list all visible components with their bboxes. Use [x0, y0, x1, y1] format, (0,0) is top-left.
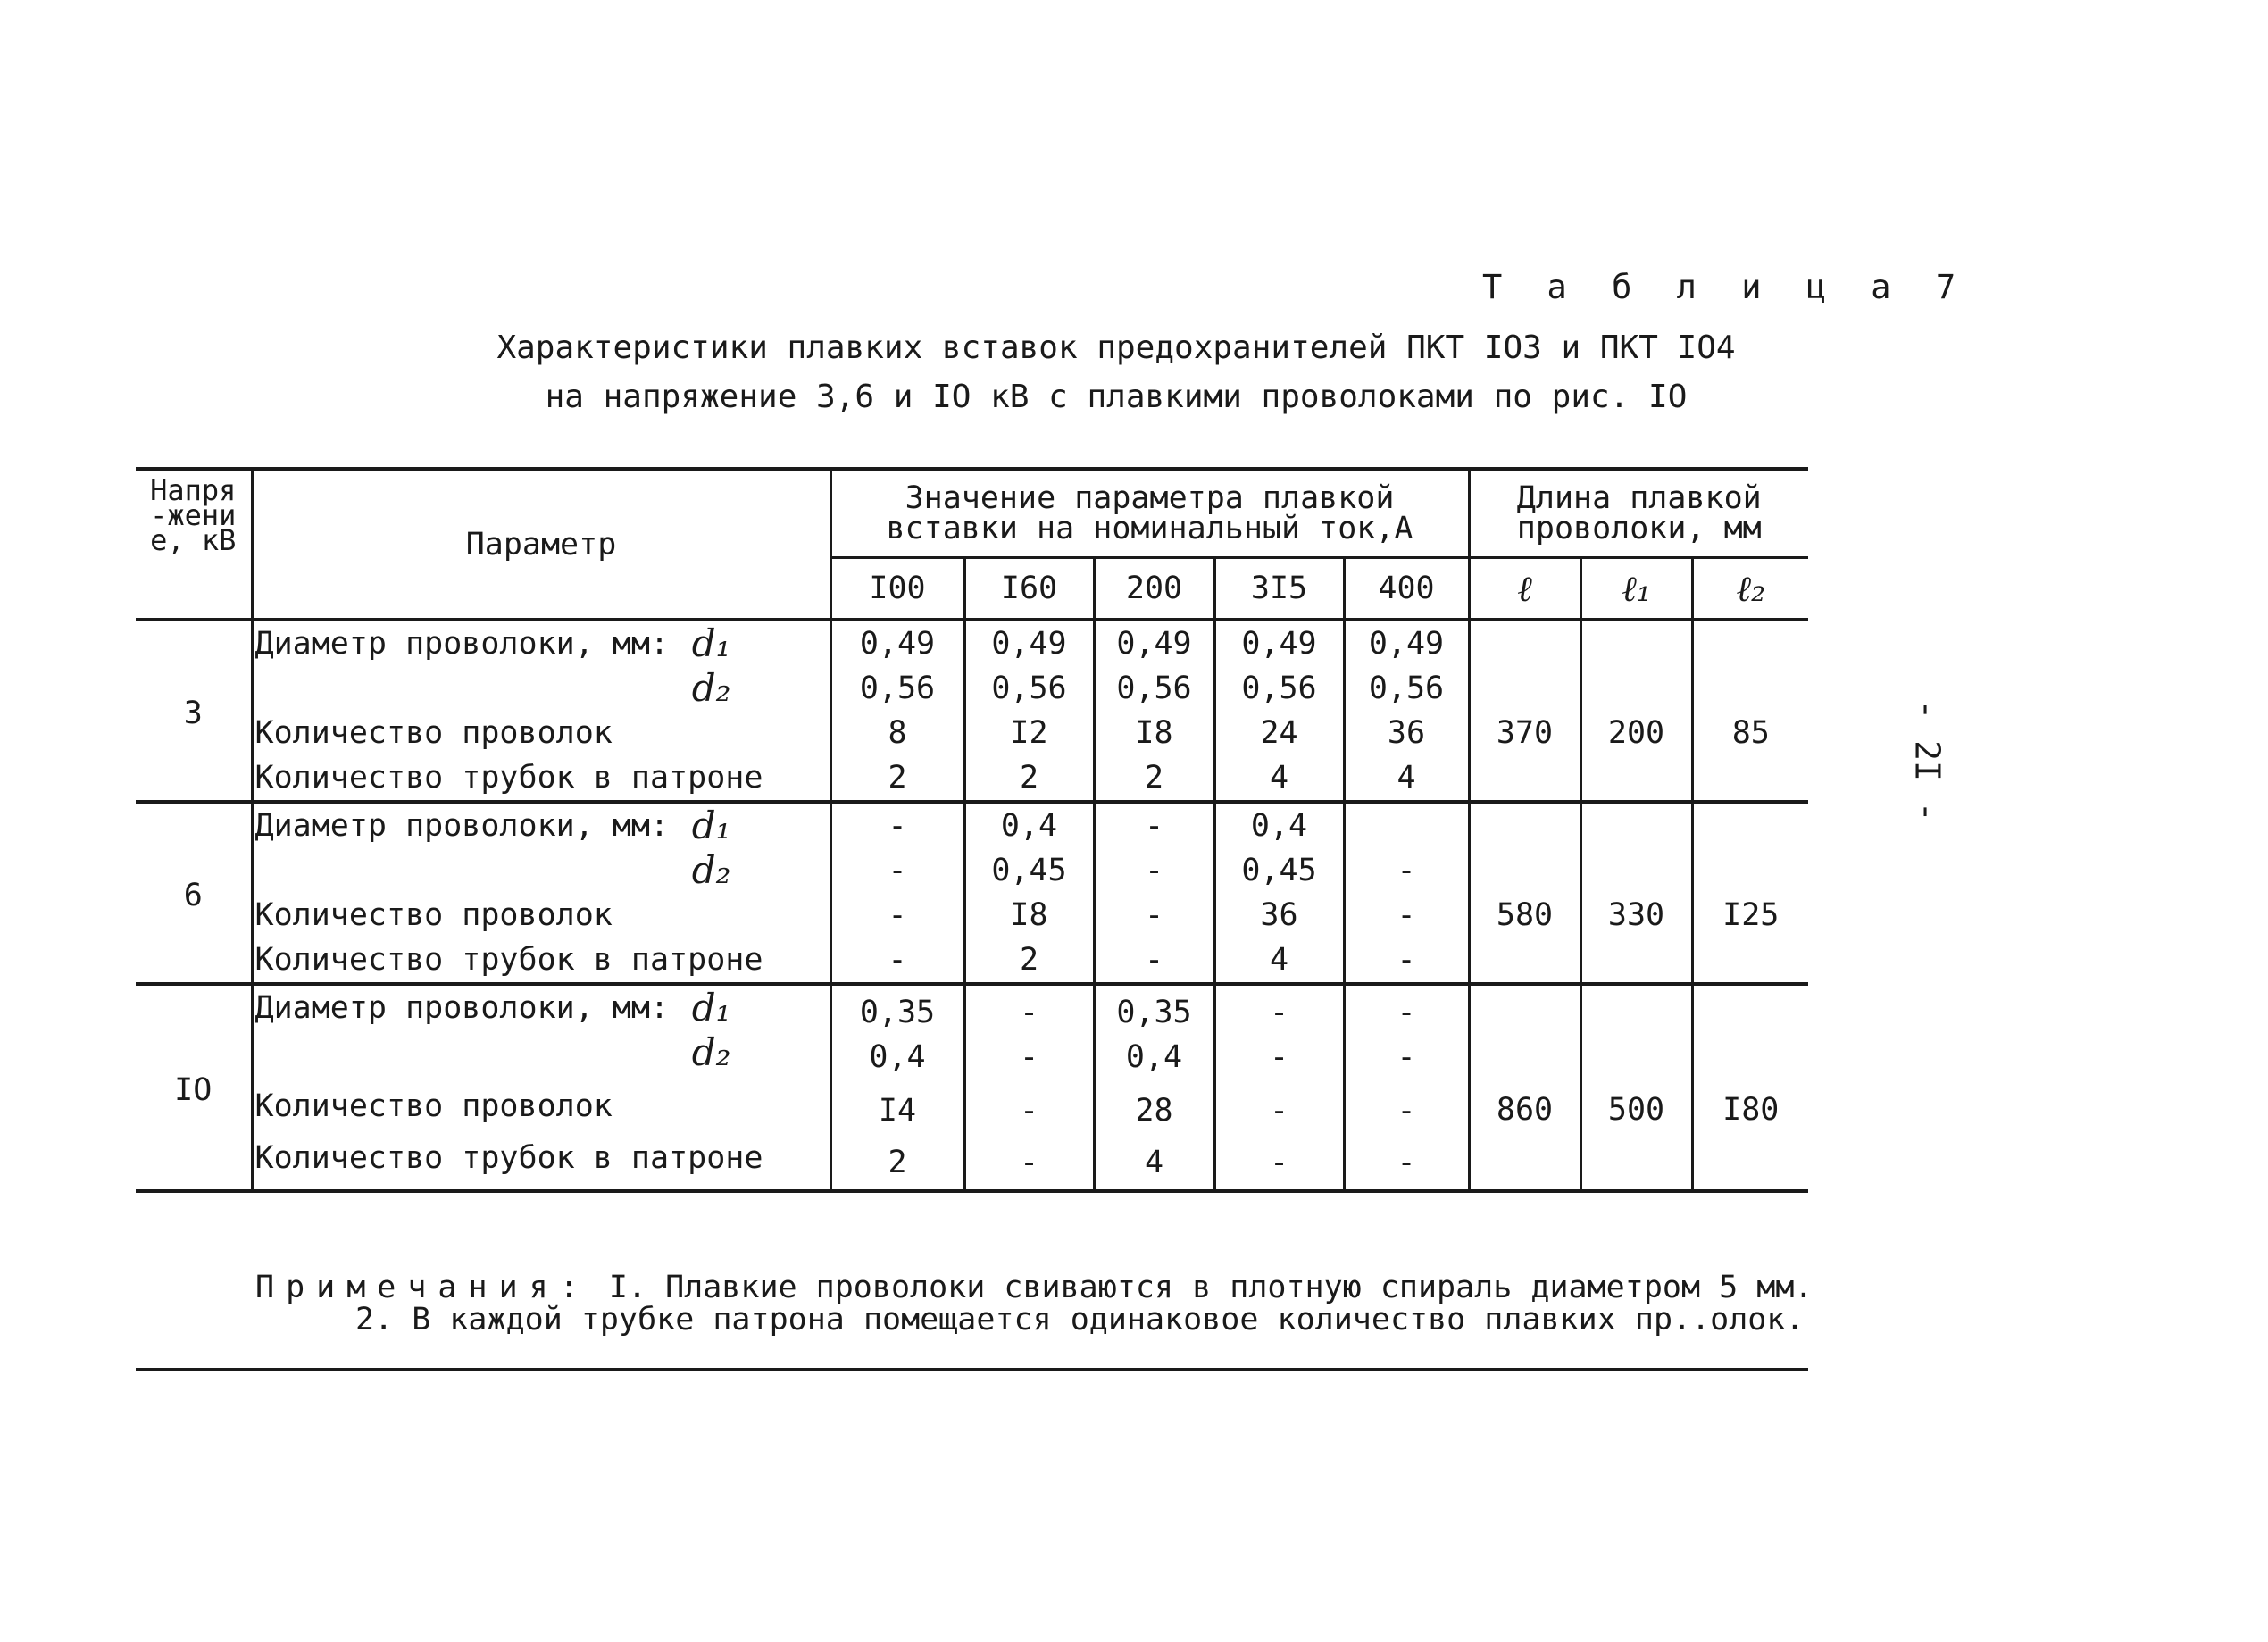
value-cell: 0,56 [859, 671, 936, 706]
length-l1 [1580, 620, 1692, 802]
header-current-100: I00 [830, 558, 964, 621]
value-cell: 0,35 [1116, 995, 1192, 1030]
values-100 [830, 620, 964, 802]
length-l2 [1692, 984, 1808, 1191]
header-current-400: 400 [1344, 558, 1469, 621]
value-cell: - [1269, 1093, 1289, 1129]
block-params [252, 802, 830, 984]
value-cell: 8 [888, 715, 907, 751]
value-cell: 2 [1144, 760, 1164, 796]
table-caption [268, 323, 1964, 421]
header-parameter: Параметр [252, 469, 830, 620]
length-l1 [1580, 984, 1692, 1191]
value-cell: 4 [1397, 760, 1416, 796]
length-l [1469, 984, 1580, 1191]
param-wire-count: Количество проволок [254, 897, 613, 933]
param-diameter-label: Диаметр проволоки, мм: [254, 808, 670, 844]
values-400 [1344, 620, 1469, 802]
length-value: 330 [1607, 897, 1665, 933]
values-200 [1094, 984, 1214, 1191]
value-cell: 28 [1135, 1093, 1173, 1129]
value-cell: 0,49 [1116, 626, 1192, 662]
value-cell: - [1019, 995, 1039, 1030]
note-1: I. Плавкие проволоки свиваются в плотную спираль диаметром 5 мм. [608, 1270, 1814, 1305]
value-cell: 0,4 [1250, 808, 1308, 844]
value-cell: 2 [888, 1145, 907, 1180]
value-cell: - [1397, 1093, 1416, 1129]
block-6kv [136, 802, 1808, 984]
values-160 [964, 620, 1094, 802]
caption-line-1: Характеристики плавких вставок предохранителей ПКТ IO3 и ПКТ IO4 [496, 329, 1736, 366]
note-line-1 [255, 1271, 1813, 1304]
value-cell: - [888, 897, 907, 933]
value-cell: 0,49 [991, 626, 1067, 662]
value-cell: - [1269, 995, 1289, 1030]
value-cell: I8 [1010, 897, 1048, 933]
header-voltage-text: Напря-жение, кВ [150, 473, 237, 557]
note-2: 2. В каждой трубке патрона помещается одинаковое количество плавких пр..олок. [355, 1302, 1805, 1338]
header-length-l2: ℓ₂ [1692, 558, 1808, 621]
value-cell: 0,56 [1116, 671, 1192, 706]
header-voltage [136, 469, 252, 620]
value-cell: - [888, 942, 907, 978]
length-l [1469, 620, 1580, 802]
values-400 [1344, 802, 1469, 984]
value-cell: - [1397, 1145, 1416, 1180]
value-cell: 0,49 [1368, 626, 1445, 662]
length-value: I25 [1722, 897, 1780, 933]
length-l [1469, 802, 1580, 984]
param-diameter [255, 804, 830, 848]
length-value: 580 [1496, 897, 1554, 933]
value-cell: - [1397, 942, 1416, 978]
value-cell: 2 [1019, 942, 1039, 978]
table-notes [255, 1271, 1813, 1336]
values-100 [830, 984, 964, 1191]
value-cell: - [888, 808, 907, 844]
header-length-l1: ℓ₁ [1580, 558, 1692, 621]
value-cell: - [1397, 853, 1416, 888]
block-10kv [136, 984, 1808, 1191]
param-diameter-label: Диаметр проволоки, мм: [254, 990, 670, 1026]
value-cell: - [1397, 995, 1416, 1030]
bottom-rule [136, 1368, 1808, 1371]
block-voltage: 6 [136, 802, 252, 984]
values-400 [1344, 984, 1469, 1191]
value-cell: 0,4 [1000, 808, 1058, 844]
block-params [252, 620, 830, 802]
values-160 [964, 984, 1094, 1191]
value-cell: - [1397, 1039, 1416, 1075]
length-value: I80 [1722, 1092, 1780, 1128]
header-length-group: Длина плавкой проволоки, мм [1469, 469, 1808, 558]
value-cell: - [888, 853, 907, 888]
value-cell: - [1144, 808, 1164, 844]
value-cell: 4 [1269, 942, 1289, 978]
symbol-d1: d₁ [691, 804, 731, 847]
length-value: 860 [1496, 1092, 1554, 1128]
value-cell: I8 [1135, 715, 1173, 751]
header-values-group: Значение параметра плавкой вставки на номинальный ток,А [830, 469, 1469, 558]
value-cell [1346, 804, 1468, 848]
value-cell: 24 [1260, 715, 1298, 751]
header-current-160: I60 [964, 558, 1094, 621]
symbol-d1: d₁ [691, 986, 731, 1029]
param-diameter-2 [255, 1030, 830, 1075]
length-value: 500 [1607, 1092, 1665, 1128]
block-3kv [136, 620, 1808, 802]
values-315 [1214, 802, 1344, 984]
value-cell: - [1144, 853, 1164, 888]
param-diameter-label: Диаметр проволоки, мм: [254, 626, 670, 662]
symbol-d2: d₂ [691, 1030, 731, 1074]
block-params [252, 984, 830, 1191]
param-wire-count: Количество проволок [254, 1088, 613, 1124]
value-cell: - [1019, 1145, 1039, 1180]
value-cell: 0,56 [991, 671, 1067, 706]
value-cell: 0,49 [1241, 626, 1317, 662]
symbol-d2: d₂ [691, 848, 731, 892]
value-cell: 36 [1387, 715, 1426, 751]
values-315 [1214, 620, 1344, 802]
caption-line-2: на напряжение 3,6 и IO кВ с плавкими проволоками по рис. IO [545, 379, 1688, 415]
param-tube-count: Количество трубок в патроне [254, 942, 763, 978]
value-cell: 0,4 [1125, 1039, 1183, 1075]
param-tube-count: Количество трубок в патроне [254, 1140, 763, 1176]
value-cell: 0,49 [859, 626, 936, 662]
length-value: 370 [1496, 715, 1554, 751]
length-l2 [1692, 620, 1808, 802]
value-cell: - [1144, 942, 1164, 978]
value-cell: - [1019, 1093, 1039, 1129]
param-diameter-2 [255, 848, 830, 893]
value-cell: 4 [1144, 1145, 1164, 1180]
param-diameter-2 [255, 666, 830, 711]
value-cell: 2 [888, 760, 907, 796]
param-diameter [255, 986, 830, 1030]
value-cell: 0,4 [869, 1039, 926, 1075]
header-current-200: 200 [1094, 558, 1214, 621]
header-row-1 [136, 469, 1808, 558]
length-l2 [1692, 802, 1808, 984]
value-cell: 0,56 [1368, 671, 1445, 706]
value-cell: 4 [1269, 760, 1289, 796]
symbol-d1: d₁ [691, 621, 731, 665]
value-cell: - [1144, 897, 1164, 933]
values-315 [1214, 984, 1344, 1191]
param-tube-count: Количество трубок в патроне [254, 760, 763, 796]
value-cell: - [1397, 897, 1416, 933]
value-cell: 36 [1260, 897, 1298, 933]
fuse-characteristics-table [136, 467, 1808, 1193]
length-value: 85 [1731, 715, 1770, 751]
param-diameter [255, 621, 830, 666]
symbol-d2: d₂ [691, 666, 731, 710]
values-160 [964, 802, 1094, 984]
length-value: 200 [1607, 715, 1665, 751]
notes-label: Примечания: [255, 1270, 590, 1305]
values-100 [830, 802, 964, 984]
value-cell: I2 [1010, 715, 1048, 751]
header-length-l: ℓ [1469, 558, 1580, 621]
value-cell: - [1269, 1039, 1289, 1075]
table-label: Т а б л и ц а 7 [1482, 268, 1969, 306]
header-current-315: 3I5 [1214, 558, 1344, 621]
value-cell: - [1269, 1145, 1289, 1180]
value-cell: - [1019, 1039, 1039, 1075]
block-voltage: 3 [136, 620, 252, 802]
param-wire-count: Количество проволок [254, 715, 613, 751]
length-l1 [1580, 802, 1692, 984]
value-cell: 0,56 [1241, 671, 1317, 706]
value-cell: 0,45 [1241, 853, 1317, 888]
page-number: - 2I - [1907, 699, 1947, 822]
value-cell: I4 [878, 1093, 917, 1129]
values-200 [1094, 620, 1214, 802]
value-cell: 2 [1019, 760, 1039, 796]
values-200 [1094, 802, 1214, 984]
block-voltage: IO [136, 984, 252, 1191]
value-cell: 0,35 [859, 995, 936, 1030]
value-cell: 0,45 [991, 853, 1067, 888]
